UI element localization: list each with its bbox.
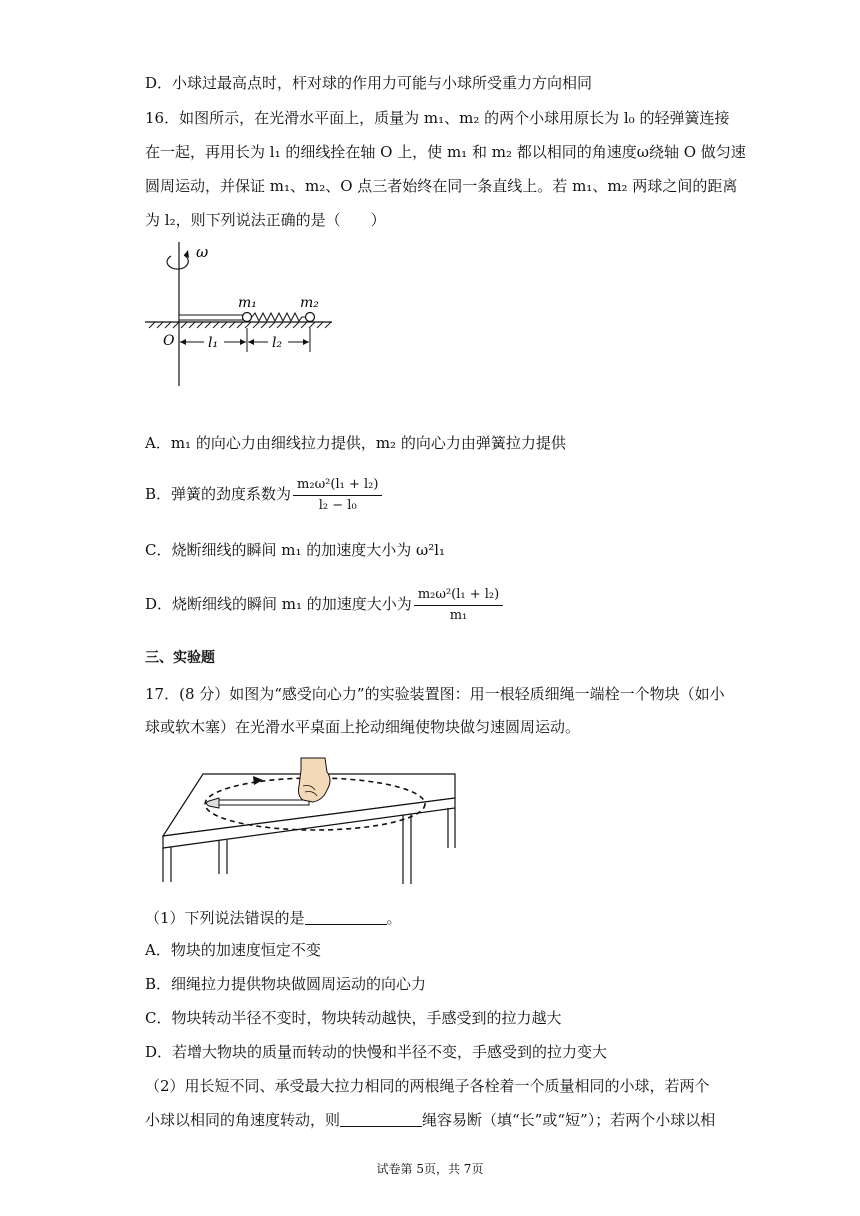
q16-stem-line-2: 在一起，再用长为 l₁ 的细线拴在轴 O 上，使 m₁ 和 m₂ 都以相同的角速度ω绕轴 O 做匀速 <box>145 143 746 161</box>
m1-label: m₁ <box>238 295 257 311</box>
q17-option-a: A．物块的加速度恒定不变 <box>145 941 321 959</box>
l2-label: l₂ <box>272 335 283 351</box>
fraction-denominator: l₂ − l₀ <box>318 497 357 513</box>
q17-part-1-text: （1）下列说法错误的是 <box>145 909 305 927</box>
q16-option-b <box>145 474 725 514</box>
q16-option-d-fraction <box>414 587 503 624</box>
q17-part-2-line-2 <box>145 1110 725 1130</box>
section-title: 三、实验题 <box>145 650 215 666</box>
q17-option-c: C．物块转动半径不变时，物块转动越快，手感受到的拉力越大 <box>145 1009 562 1027</box>
q16-spring-figure <box>140 236 350 391</box>
q16-option-c: C．烧断细线的瞬间 m₁ 的加速度大小为 ω²l₁ <box>145 541 446 559</box>
page-footer: 试卷第 5页，共 7页 <box>376 1162 484 1176</box>
ball-m1 <box>243 313 252 322</box>
fraction-denominator: m₁ <box>449 607 468 623</box>
q16-option-b-fraction <box>293 477 382 514</box>
fraction-numerator: m₂ω²(l₁ + l₂) <box>414 587 503 606</box>
q15-option-d: D．小球过最高点时，杆对球的作用力可能与小球所受重力方向相同 <box>145 74 593 92</box>
q17-option-b: B．细绳拉力提供物块做圆周运动的向心力 <box>145 975 427 993</box>
origin-label: O <box>163 333 175 349</box>
fraction-numerator: m₂ω²(l₁ + l₂) <box>293 477 382 496</box>
ground-hatching <box>149 322 331 328</box>
spring <box>252 313 306 321</box>
m2-label: m₂ <box>300 295 319 311</box>
q17-part-1-suffix: 。 <box>386 909 402 927</box>
q16-stem-line-3: 圆周运动，并保证 m₁、m₂、O 点三者始终在同一条直线上。若 m₁、m₂ 两球之间的距离 <box>145 177 738 195</box>
q17-option-d: D．若增大物块的质量而转动的快慢和半径不变，手感受到的拉力变大 <box>145 1043 608 1061</box>
q17-table-figure <box>155 756 465 886</box>
q17-part-2-suffix: 绳容易断（填“长”或“短”）；若两个小球以相 <box>422 1111 716 1129</box>
q16-option-a: A．m₁ 的向心力由细线拉力提供，m₂ 的向心力由弹簧拉力提供 <box>145 434 566 452</box>
answer-blank-1[interactable] <box>305 909 387 925</box>
omega-label: ω <box>196 243 209 261</box>
q17-stem-line-1: 17．(8 分）如图为“感受向心力”的实验装置图：用一根轻质细绳一端栓一个物块（如小 <box>145 685 725 703</box>
q17-stem-line-2: 球或软木塞）在光滑水平桌面上抡动细绳使物块做匀速圆周运动。 <box>145 718 581 736</box>
ball-m2 <box>306 313 315 322</box>
q16-option-d <box>145 584 725 624</box>
q16-stem-line-1: 16．如图所示，在光滑水平面上，质量为 m₁、m₂ 的两个小球用原长为 l₀ 的轻弹簧连接 <box>145 109 730 127</box>
q17-part-2-line-1: （2）用长短不同、承受最大拉力相同的两根绳子各栓着一个质量相同的小球，若两个 <box>145 1077 710 1095</box>
l1-label: l₁ <box>208 335 219 351</box>
q16-option-d-text: D．烧断细线的瞬间 m₁ 的加速度大小为 <box>145 595 412 613</box>
answer-blank-2[interactable] <box>340 1111 422 1127</box>
q17-part-2-text: 小球以相同的角速度转动，则 <box>145 1111 341 1129</box>
q16-option-b-text: B．弹簧的劲度系数为 <box>145 485 292 503</box>
q17-part-1-prompt <box>145 908 725 928</box>
q16-stem-line-4: 为 l₂，则下列说法正确的是（ ） <box>145 211 386 229</box>
